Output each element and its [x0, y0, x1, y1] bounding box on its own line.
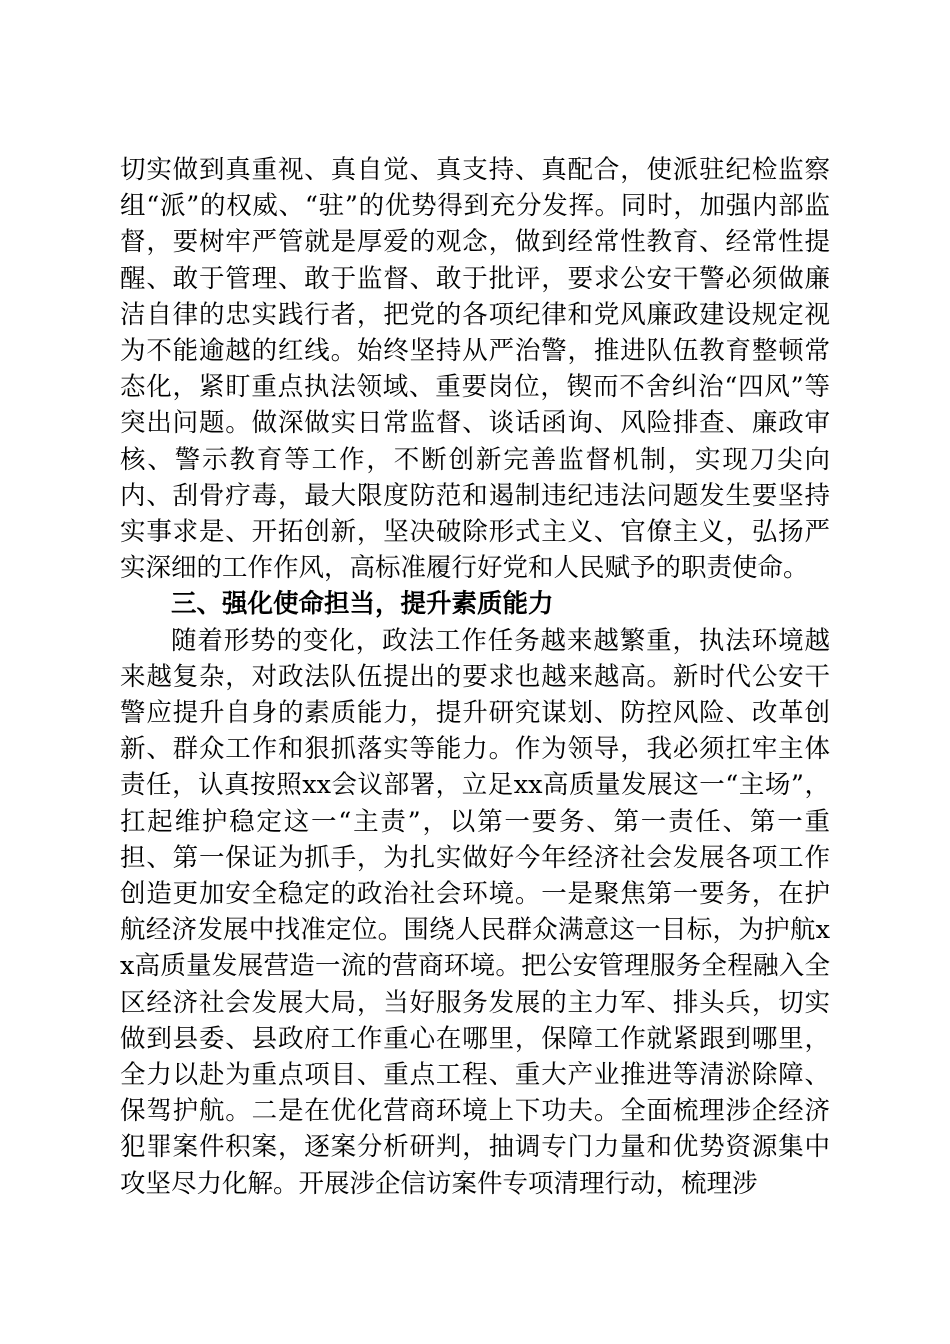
document-page: [120, 152, 830, 1202]
continued-paragraph: 切实做到真重视、真自觉、真支持、真配合，使派驻纪检监察组“派”的权威、“驻”的优势得到充分发挥。同时，加强内部监督，要树牢严管就是厚爱的观念，做到经常性教育、经常性提醒、敢于管理、敢于监督、敢于批评，要求公安干警必须做廉洁自律的忠实践行者，把党的各项纪律和党风廉政建设规定视为不能逾越的红线。始终坚持从严治警，推进队伍教育整顿常态化，紧盯重点执法领域、重要岗位，锲而不舍纠治“四风”等突出问题。做深做实日常监督、谈话函询、风险排查、廉政审核、警示教育等工作，不断创新完善监督机制，实现刀尖向内、刮骨疗毒，最大限度防范和遏制违纪违法问题发生要坚持实事求是、开拓创新，坚决破除形式主义、官僚主义，弘扬严实深细的工作作风，高标准履行好党和人民赋予的职责使命。: [120, 155, 830, 584]
section-heading: 三、强化使命担当，提升素质能力: [171, 589, 554, 620]
body-paragraph: 随着形势的变化，政法工作任务越来越繁重，执法环境越来越复杂，对政法队伍提出的要求也越来越高。新时代公安干警应提升自身的素质能力，提升研究谋划、防控风险、改革创新、群众工作和狠抓落实等能力。作为领导，我必须扛牢主体责任，认真按照xx会议部署，立足xx高质量发展这一“主场”，扛起维护稳定这一“主责”，以第一要务、第一责任、第一重担、第一保证为抓手，为扎实做好今年经济社会发展各项工作创造更加安全稳定的政治社会环境。一是聚焦第一要务，在护航经济发展中找准定位。围绕人民群众满意这一目标，为护航xx高质量发展营造一流的营商环境。把公安管理服务全程融入全区经济社会发展大局，当好服务发展的主力军、排头兵，切实做到县委、县政府工作重心在哪里，保障工作就紧跟到哪里，全力以赴为重点项目、重点工程、重大产业推进等清淤除障、保驾护航。二是在优化营商环境上下功夫。全面梳理涉企经济犯罪案件积案，逐案分析研判，抽调专门力量和优势资源集中攻坚尽力化解。开展涉企信访案件专项清理行动，梳理涉: [120, 625, 830, 1199]
